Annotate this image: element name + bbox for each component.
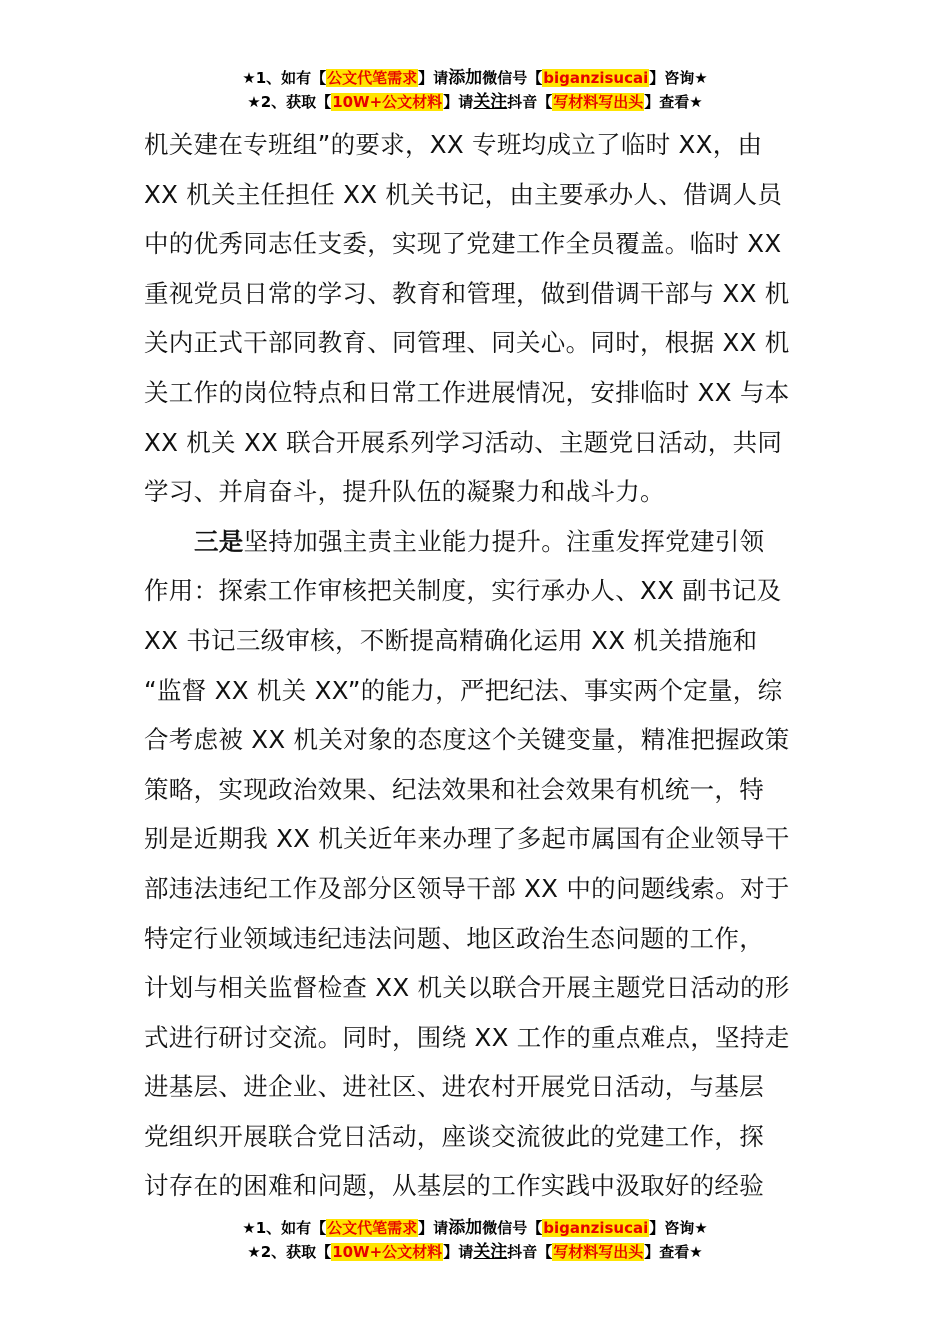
banner-highlight: 公文代笔需求: [327, 1219, 418, 1237]
body-line: 关内正式干部同教育、同管理、同关心。同时，根据 XX 机: [144, 328, 790, 358]
body-line: 部违法违纪工作及部分区领导干部 XX 中的问题线索。对于: [144, 873, 790, 903]
body-line: 计划与相关监督检查 XX 机关以联合开展主题党日活动的形: [144, 973, 790, 1003]
body-line: 机关建在专班组”的要求，XX 专班均成立了临时 XX，由: [144, 130, 763, 159]
banner-text: 】请: [443, 1243, 474, 1261]
banner-emphasis: 关注: [473, 1242, 508, 1262]
header-banner-line-1: [0, 66, 950, 90]
banner-text: 抖音【: [507, 93, 553, 111]
footer-banner: [0, 1216, 950, 1264]
body-line: 讨存在的困难和问题，从基层的工作实践中汲取好的经验: [144, 1171, 764, 1201]
banner-text: 】请: [418, 1219, 449, 1237]
banner-text: 】请: [443, 93, 474, 111]
body-line: 关工作的岗位特点和日常工作进展情况，安排临时 XX 与本: [144, 377, 790, 407]
banner-emphasis: 添加: [448, 68, 483, 88]
banner-highlight: 公文代笔需求: [327, 69, 418, 87]
body-line: 进基层、进企业、进社区、进农村开展党日活动，与基层: [144, 1072, 764, 1102]
header-banner: [0, 66, 950, 114]
banner-text: ★1、如有【: [242, 1219, 327, 1237]
body-line: 中的优秀同志任支委，实现了党建工作全员覆盖。临时 XX: [144, 229, 782, 259]
body-line: 策略，实现政治效果、纪法效果和社会效果有机统一，特: [144, 774, 764, 804]
body-line: 式进行研讨交流。同时，围绕 XX 工作的重点难点，坚持走: [144, 1022, 790, 1052]
body-line: 特定行业领域违纪违法问题、地区政治生态问题的工作，: [144, 923, 764, 953]
banner-text: ★2、获取【: [247, 93, 332, 111]
banner-text: 】查看★: [644, 1243, 703, 1261]
banner-highlight: 10W+公文材料: [332, 1243, 443, 1261]
banner-text: ★2、获取【: [247, 1243, 332, 1261]
body-line: “监督 XX 机关 XX”的能力，严把纪法、事实两个定量，综: [144, 675, 783, 705]
banner-text: 微信号【: [482, 1219, 543, 1237]
body-line: 重视党员日常的学习、教育和管理，做到借调干部与 XX 机: [144, 278, 790, 308]
banner-text: 抖音【: [507, 1243, 553, 1261]
body-line: XX 书记三级审核，不断提高精确化运用 XX 机关措施和: [144, 625, 758, 655]
body-line: 合考虑被 XX 机关对象的态度这个关键变量，精准把握政策: [144, 725, 790, 755]
footer-banner-line-2: [0, 1240, 950, 1264]
banner-text: 微信号【: [482, 69, 543, 87]
banner-highlight: 10W+公文材料: [332, 93, 443, 111]
body-line: XX 机关 XX 联合开展系列学习活动、主题党日活动，共同: [144, 427, 783, 457]
body-line: 党组织开展联合党日活动，座谈交流彼此的党建工作，探: [144, 1121, 764, 1151]
banner-text: 】咨询★: [649, 1219, 708, 1237]
banner-highlight: 写材料写出头: [553, 93, 644, 111]
banner-text: 】请: [418, 69, 449, 87]
banner-emphasis: 关注: [473, 92, 508, 112]
paragraph-lead: 三是: [194, 526, 244, 556]
banner-text: ★1、如有【: [242, 69, 327, 87]
banner-text: 】查看★: [644, 93, 703, 111]
header-banner-line-2: [0, 90, 950, 114]
body-line-text: 坚持加强主责主业能力提升。注重发挥党建引领: [243, 526, 765, 556]
banner-highlight: biganzisucai: [543, 1219, 649, 1237]
body-line: XX 机关主任担任 XX 机关书记，由主要承办人、借调人员: [144, 179, 783, 209]
body-line: 学习、并肩奋斗，提升队伍的凝聚力和战斗力。: [144, 477, 665, 507]
banner-text: 】咨询★: [649, 69, 708, 87]
paragraph-lead-line: [144, 517, 808, 567]
body-line: 作用：探索工作审核把关制度，实行承办人、XX 副书记及: [144, 576, 782, 606]
banner-highlight: biganzisucai: [543, 69, 649, 87]
document-body: [144, 120, 808, 1211]
banner-highlight: 写材料写出头: [553, 1243, 644, 1261]
footer-banner-line-1: [0, 1216, 950, 1240]
body-line: 别是近期我 XX 机关近年来办理了多起市属国有企业领导干: [144, 824, 790, 854]
banner-emphasis: 添加: [448, 1218, 483, 1238]
